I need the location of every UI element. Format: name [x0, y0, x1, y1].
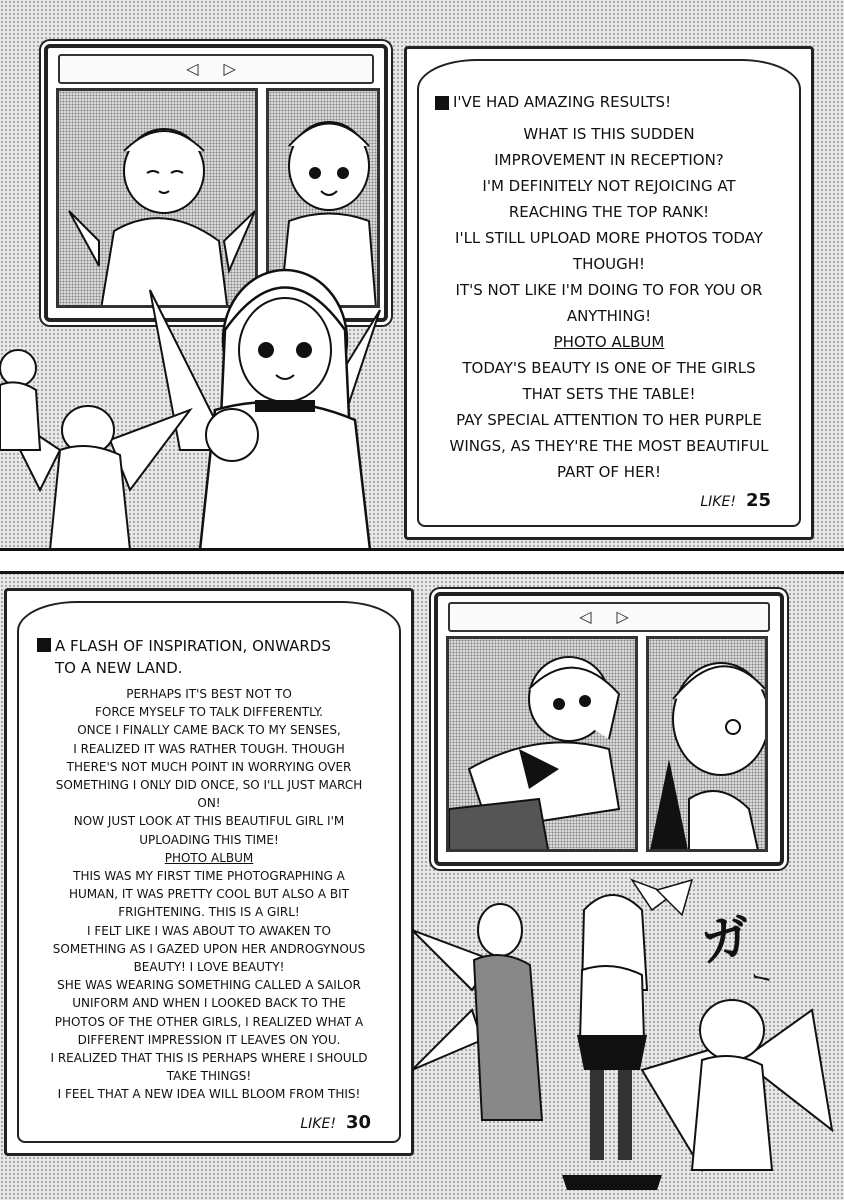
- like-counter: [700, 490, 771, 511]
- post-line: ANYTHING!: [566, 307, 652, 325]
- post-line: TODAY'S BEAUTY IS ONE OF THE GIRLS: [462, 359, 756, 377]
- social-post-bottom: [4, 588, 414, 1156]
- post-header-text: TO A NEW LAND.: [55, 659, 183, 677]
- like-count: 30: [345, 1112, 371, 1133]
- post-line: UNIFORM AND WHEN I LOOKED BACK TO THE: [72, 996, 346, 1011]
- nav-arrows-icon[interactable]: ◁ ▷: [186, 59, 246, 78]
- post-line: I REALIZED THAT THIS IS PERHAPS WHERE I SHOULD: [50, 1051, 368, 1066]
- post-header: [37, 635, 331, 679]
- social-post-top: [404, 46, 814, 540]
- post-line: THAT SETS THE TABLE!: [522, 385, 696, 403]
- post-line: THIS WAS MY FIRST TIME PHOTOGRAPHING A: [73, 869, 345, 884]
- photo-window-bottom: [434, 592, 784, 866]
- fairy-characters-top: [0, 250, 420, 550]
- sailor-girl-illustration: [449, 639, 635, 852]
- characters-bottom: [412, 870, 842, 1190]
- post-line: DIFFERENT IMPRESSION IT LEAVES ON YOU.: [77, 1032, 341, 1047]
- photo-album-link[interactable]: PHOTO ALBUM: [553, 333, 665, 351]
- post-line: WINGS, AS THEY'RE THE MOST BEAUTIFUL: [449, 437, 769, 455]
- panel-gutter: [0, 548, 844, 574]
- post-line: PERHAPS IT'S BEST NOT TO: [126, 687, 292, 701]
- post-line: THOUGH!: [572, 255, 646, 273]
- post-line: HUMAN, IT WAS PRETTY COOL BUT ALSO A BIT: [68, 887, 350, 902]
- post-line: NOW JUST LOOK AT THIS BEAUTIFUL GIRL I'M: [73, 814, 345, 829]
- sound-effect-mark: ー: [748, 963, 775, 993]
- photo-pane-left: [446, 636, 638, 852]
- post-line: THERE'S NOT MUCH POINT IN WORRYING OVER: [66, 759, 352, 774]
- post-line: I FELT LIKE I WAS ABOUT TO AWAKEN TO: [87, 923, 331, 938]
- photo-pane-right: [646, 636, 768, 852]
- post-line: SOMETHING AS I GAZED UPON HER ANDROGYNOUS: [52, 941, 366, 956]
- post-line: WHAT IS THIS SUDDEN: [523, 125, 695, 143]
- window-title-bar: [448, 602, 770, 632]
- photo-album-link[interactable]: PHOTO ALBUM: [164, 850, 254, 865]
- post-line: PAY SPECIAL ATTENTION TO HER PURPLE: [456, 411, 762, 429]
- post-line: I FEEL THAT A NEW IDEA WILL BLOOM FROM THIS!: [57, 1087, 361, 1102]
- post-line: SHE WAS WEARING SOMETHING CALLED A SAILOR: [57, 978, 361, 993]
- post-line: I'M DEFINITELY NOT REJOICING AT: [482, 177, 736, 195]
- post-line: SOMETHING I ONLY DID ONCE, SO I'LL JUST MARCH: [55, 778, 363, 793]
- post-line: ONCE I FINALLY CAME BACK TO MY SENSES,: [77, 723, 341, 738]
- nav-arrows-icon[interactable]: ◁ ▷: [579, 607, 639, 626]
- like-counter: [300, 1112, 371, 1133]
- post-line: BEAUTY! I LOVE BEAUTY!: [133, 960, 285, 975]
- black-square-icon: [37, 638, 51, 652]
- like-button[interactable]: LIKE!: [300, 1116, 336, 1132]
- post-line: IMPROVEMENT IN RECEPTION?: [494, 151, 724, 169]
- post-line: I'LL STILL UPLOAD MORE PHOTOS TODAY: [455, 229, 763, 247]
- post-line: UPLOADING THIS TIME!: [139, 832, 279, 847]
- like-count: 25: [745, 490, 771, 511]
- post-line: PHOTOS OF THE OTHER GIRLS, I REALIZED WHAT A: [54, 1014, 364, 1029]
- post-body: [427, 121, 791, 485]
- post-line: FRIGHTENING. THIS IS A GIRL!: [118, 905, 300, 920]
- black-square-icon: [435, 96, 449, 110]
- post-line: PART OF HER!: [556, 463, 661, 481]
- post-line: FORCE MYSELF TO TALK DIFFERENTLY.: [95, 705, 323, 720]
- post-line: IT'S NOT LIKE I'M DOING TO FOR YOU OR: [455, 281, 763, 299]
- post-body: [17, 685, 401, 1104]
- sound-effect-mark: ガ: [696, 907, 756, 973]
- post-header-text: I'VE HAD AMAZING RESULTS!: [453, 93, 672, 111]
- post-line: REACHING THE TOP RANK!: [508, 203, 710, 221]
- window-title-bar: [58, 54, 374, 84]
- sailor-girl-illustration: [649, 639, 765, 852]
- post-header: [435, 93, 671, 111]
- post-line: I REALIZED IT WAS RATHER TOUGH. THOUGH: [73, 741, 345, 756]
- post-line: TAKE THINGS!: [166, 1069, 252, 1084]
- post-line: ON!: [197, 796, 221, 811]
- like-button[interactable]: LIKE!: [700, 494, 736, 510]
- post-header-text: A FLASH OF INSPIRATION, ONWARDS: [55, 637, 331, 655]
